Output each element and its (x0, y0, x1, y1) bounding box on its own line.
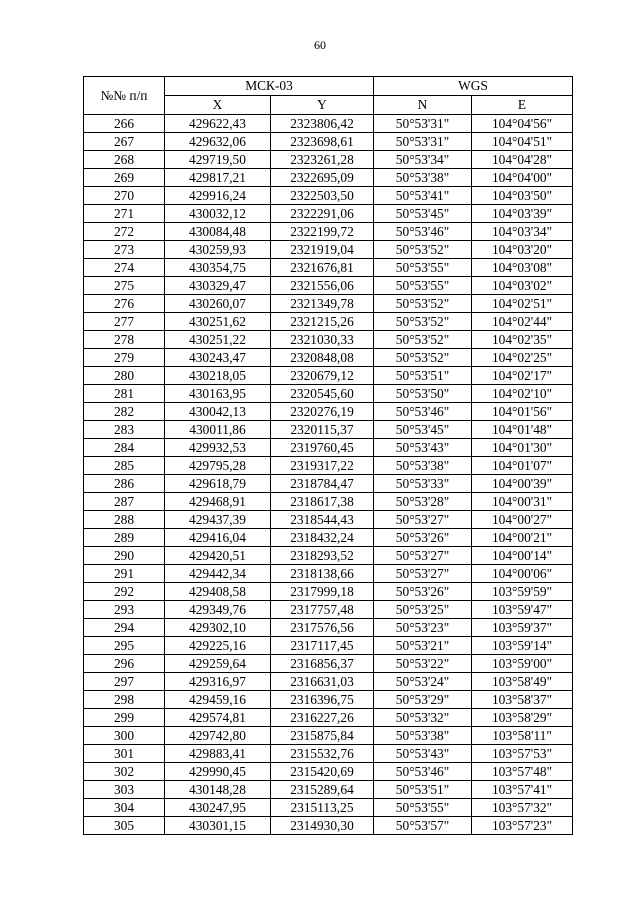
table-row (84, 421, 573, 439)
cell-y: 2320848,08 (271, 349, 374, 367)
cell-e: 104°03'20" (472, 241, 573, 259)
table-body (84, 115, 573, 835)
cell-x: 429302,10 (165, 619, 271, 637)
cell-n: 50°53'27" (374, 547, 472, 565)
header-x: X (165, 96, 271, 115)
table-row (84, 529, 573, 547)
cell-e: 103°57'32" (472, 799, 573, 817)
cell-y: 2315289,64 (271, 781, 374, 799)
coordinates-table (83, 76, 573, 835)
header-point-number: №№ п/п (84, 77, 165, 115)
cell-y: 2318544,43 (271, 511, 374, 529)
table-row (84, 241, 573, 259)
table-row (84, 673, 573, 691)
cell-x: 430247,95 (165, 799, 271, 817)
cell-n: 50°53'27" (374, 511, 472, 529)
cell-x: 429259,64 (165, 655, 271, 673)
table-row (84, 745, 573, 763)
cell-point-number: 278 (84, 331, 165, 349)
cell-point-number: 268 (84, 151, 165, 169)
cell-y: 2315420,69 (271, 763, 374, 781)
cell-x: 430084,48 (165, 223, 271, 241)
cell-x: 430354,75 (165, 259, 271, 277)
cell-e: 104°04'28" (472, 151, 573, 169)
table-row (84, 655, 573, 673)
cell-n: 50°53'38" (374, 727, 472, 745)
cell-n: 50°53'34" (374, 151, 472, 169)
cell-x: 429916,24 (165, 187, 271, 205)
cell-n: 50°53'51" (374, 781, 472, 799)
cell-n: 50°53'45" (374, 421, 472, 439)
table-row (84, 817, 573, 835)
cell-n: 50°53'38" (374, 169, 472, 187)
cell-x: 429618,79 (165, 475, 271, 493)
cell-point-number: 300 (84, 727, 165, 745)
cell-n: 50°53'55" (374, 277, 472, 295)
cell-y: 2315532,76 (271, 745, 374, 763)
cell-e: 104°02'25" (472, 349, 573, 367)
table-row (84, 313, 573, 331)
cell-x: 429719,50 (165, 151, 271, 169)
cell-y: 2322695,09 (271, 169, 374, 187)
table-row (84, 565, 573, 583)
cell-n: 50°53'46" (374, 763, 472, 781)
cell-y: 2322503,50 (271, 187, 374, 205)
cell-point-number: 299 (84, 709, 165, 727)
table-row (84, 115, 573, 133)
cell-n: 50°53'28" (374, 493, 472, 511)
cell-point-number: 303 (84, 781, 165, 799)
cell-e: 103°58'49" (472, 673, 573, 691)
cell-x: 429622,43 (165, 115, 271, 133)
cell-e: 104°02'17" (472, 367, 573, 385)
cell-e: 104°03'39" (472, 205, 573, 223)
cell-x: 429316,97 (165, 673, 271, 691)
cell-e: 104°03'02" (472, 277, 573, 295)
cell-n: 50°53'55" (374, 799, 472, 817)
cell-y: 2319317,22 (271, 457, 374, 475)
cell-point-number: 282 (84, 403, 165, 421)
cell-y: 2318784,47 (271, 475, 374, 493)
cell-y: 2317117,45 (271, 637, 374, 655)
cell-y: 2322291,06 (271, 205, 374, 223)
table-row (84, 583, 573, 601)
cell-point-number: 304 (84, 799, 165, 817)
cell-y: 2323698,61 (271, 133, 374, 151)
cell-e: 104°03'50" (472, 187, 573, 205)
cell-point-number: 280 (84, 367, 165, 385)
cell-e: 104°02'44" (472, 313, 573, 331)
cell-y: 2320276,19 (271, 403, 374, 421)
table-row (84, 367, 573, 385)
cell-point-number: 270 (84, 187, 165, 205)
cell-point-number: 285 (84, 457, 165, 475)
cell-y: 2318138,66 (271, 565, 374, 583)
cell-n: 50°53'31" (374, 115, 472, 133)
table-row (84, 385, 573, 403)
cell-e: 103°58'37" (472, 691, 573, 709)
table-row (84, 619, 573, 637)
table-row (84, 601, 573, 619)
cell-n: 50°53'26" (374, 529, 472, 547)
header-n: N (374, 96, 472, 115)
cell-x: 429632,06 (165, 133, 271, 151)
cell-e: 104°00'27" (472, 511, 573, 529)
cell-point-number: 279 (84, 349, 165, 367)
page-number: 60 (314, 38, 326, 52)
cell-point-number: 269 (84, 169, 165, 187)
cell-e: 103°59'59" (472, 583, 573, 601)
cell-y: 2316631,03 (271, 673, 374, 691)
cell-x: 430032,12 (165, 205, 271, 223)
table-row (84, 439, 573, 457)
cell-n: 50°53'43" (374, 745, 472, 763)
cell-e: 103°58'29" (472, 709, 573, 727)
cell-e: 103°59'47" (472, 601, 573, 619)
cell-x: 429990,45 (165, 763, 271, 781)
cell-point-number: 286 (84, 475, 165, 493)
cell-x: 430011,86 (165, 421, 271, 439)
cell-y: 2320115,37 (271, 421, 374, 439)
cell-e: 104°00'31" (472, 493, 573, 511)
cell-y: 2315875,84 (271, 727, 374, 745)
table-row (84, 709, 573, 727)
cell-y: 2317757,48 (271, 601, 374, 619)
cell-point-number: 293 (84, 601, 165, 619)
cell-x: 429883,41 (165, 745, 271, 763)
cell-y: 2322199,72 (271, 223, 374, 241)
cell-e: 104°04'56" (472, 115, 573, 133)
cell-y: 2320545,60 (271, 385, 374, 403)
table-row (84, 511, 573, 529)
table-row (84, 133, 573, 151)
cell-x: 429795,28 (165, 457, 271, 475)
header-e: E (472, 96, 573, 115)
cell-y: 2318432,24 (271, 529, 374, 547)
table-row (84, 799, 573, 817)
table-row (84, 781, 573, 799)
cell-n: 50°53'32" (374, 709, 472, 727)
table-row (84, 187, 573, 205)
cell-n: 50°53'23" (374, 619, 472, 637)
cell-y: 2314930,30 (271, 817, 374, 835)
cell-y: 2320679,12 (271, 367, 374, 385)
cell-y: 2321919,04 (271, 241, 374, 259)
cell-x: 430243,47 (165, 349, 271, 367)
cell-point-number: 266 (84, 115, 165, 133)
cell-point-number: 283 (84, 421, 165, 439)
table-row (84, 205, 573, 223)
cell-y: 2318293,52 (271, 547, 374, 565)
cell-x: 429468,91 (165, 493, 271, 511)
cell-y: 2316396,75 (271, 691, 374, 709)
cell-e: 104°02'35" (472, 331, 573, 349)
cell-n: 50°53'57" (374, 817, 472, 835)
cell-point-number: 273 (84, 241, 165, 259)
table-header (84, 77, 573, 115)
table-row (84, 223, 573, 241)
cell-y: 2316856,37 (271, 655, 374, 673)
cell-x: 429408,58 (165, 583, 271, 601)
table-row (84, 457, 573, 475)
table-row (84, 349, 573, 367)
cell-e: 103°57'23" (472, 817, 573, 835)
cell-y: 2318617,38 (271, 493, 374, 511)
cell-y: 2323806,42 (271, 115, 374, 133)
cell-e: 104°03'34" (472, 223, 573, 241)
cell-x: 429459,16 (165, 691, 271, 709)
cell-e: 103°58'11" (472, 727, 573, 745)
cell-e: 104°02'10" (472, 385, 573, 403)
cell-x: 429442,34 (165, 565, 271, 583)
cell-e: 104°00'21" (472, 529, 573, 547)
cell-x: 429420,51 (165, 547, 271, 565)
cell-n: 50°53'29" (374, 691, 472, 709)
cell-point-number: 301 (84, 745, 165, 763)
cell-n: 50°53'46" (374, 403, 472, 421)
cell-point-number: 275 (84, 277, 165, 295)
cell-y: 2317999,18 (271, 583, 374, 601)
cell-x: 430260,07 (165, 295, 271, 313)
cell-point-number: 271 (84, 205, 165, 223)
cell-x: 429225,16 (165, 637, 271, 655)
cell-n: 50°53'55" (374, 259, 472, 277)
cell-x: 429437,39 (165, 511, 271, 529)
cell-point-number: 276 (84, 295, 165, 313)
cell-y: 2319760,45 (271, 439, 374, 457)
cell-x: 429932,53 (165, 439, 271, 457)
cell-e: 104°03'08" (472, 259, 573, 277)
cell-x: 430329,47 (165, 277, 271, 295)
cell-y: 2321030,33 (271, 331, 374, 349)
table-row (84, 331, 573, 349)
cell-n: 50°53'31" (374, 133, 472, 151)
cell-n: 50°53'52" (374, 295, 472, 313)
cell-e: 104°00'39" (472, 475, 573, 493)
cell-n: 50°53'27" (374, 565, 472, 583)
cell-n: 50°53'21" (374, 637, 472, 655)
cell-point-number: 305 (84, 817, 165, 835)
cell-e: 104°04'51" (472, 133, 573, 151)
cell-point-number: 292 (84, 583, 165, 601)
cell-e: 104°01'30" (472, 439, 573, 457)
table-row (84, 691, 573, 709)
cell-point-number: 267 (84, 133, 165, 151)
cell-x: 429817,21 (165, 169, 271, 187)
cell-point-number: 289 (84, 529, 165, 547)
cell-x: 429349,76 (165, 601, 271, 619)
cell-n: 50°53'52" (374, 349, 472, 367)
cell-y: 2316227,26 (271, 709, 374, 727)
header-y: Y (271, 96, 374, 115)
cell-y: 2315113,25 (271, 799, 374, 817)
cell-n: 50°53'25" (374, 601, 472, 619)
cell-y: 2317576,56 (271, 619, 374, 637)
cell-x: 430259,93 (165, 241, 271, 259)
cell-y: 2321349,78 (271, 295, 374, 313)
table-row (84, 493, 573, 511)
cell-e: 104°00'14" (472, 547, 573, 565)
cell-n: 50°53'46" (374, 223, 472, 241)
cell-n: 50°53'24" (374, 673, 472, 691)
cell-y: 2321676,81 (271, 259, 374, 277)
table-row (84, 763, 573, 781)
cell-n: 50°53'33" (374, 475, 472, 493)
cell-e: 104°01'56" (472, 403, 573, 421)
cell-x: 429416,04 (165, 529, 271, 547)
cell-point-number: 288 (84, 511, 165, 529)
cell-y: 2321556,06 (271, 277, 374, 295)
cell-point-number: 281 (84, 385, 165, 403)
table-row (84, 277, 573, 295)
cell-x: 430251,22 (165, 331, 271, 349)
cell-e: 103°57'53" (472, 745, 573, 763)
cell-n: 50°53'26" (374, 583, 472, 601)
cell-n: 50°53'52" (374, 331, 472, 349)
cell-n: 50°53'22" (374, 655, 472, 673)
cell-point-number: 284 (84, 439, 165, 457)
cell-x: 430163,95 (165, 385, 271, 403)
cell-point-number: 290 (84, 547, 165, 565)
cell-n: 50°53'41" (374, 187, 472, 205)
cell-e: 103°59'00" (472, 655, 573, 673)
table-row (84, 169, 573, 187)
cell-e: 104°04'00" (472, 169, 573, 187)
cell-x: 430148,28 (165, 781, 271, 799)
cell-point-number: 291 (84, 565, 165, 583)
header-group-wgs: WGS (374, 77, 573, 96)
cell-point-number: 297 (84, 673, 165, 691)
table-row (84, 259, 573, 277)
cell-e: 103°57'41" (472, 781, 573, 799)
cell-e: 104°02'51" (472, 295, 573, 313)
table-row (84, 295, 573, 313)
table-row (84, 637, 573, 655)
cell-n: 50°53'52" (374, 241, 472, 259)
cell-e: 103°59'14" (472, 637, 573, 655)
cell-point-number: 302 (84, 763, 165, 781)
table-row (84, 727, 573, 745)
cell-y: 2323261,28 (271, 151, 374, 169)
table-row (84, 151, 573, 169)
cell-e: 104°01'07" (472, 457, 573, 475)
cell-e: 104°00'06" (472, 565, 573, 583)
cell-x: 430042,13 (165, 403, 271, 421)
table-row (84, 403, 573, 421)
cell-n: 50°53'52" (374, 313, 472, 331)
table-row (84, 547, 573, 565)
cell-n: 50°53'38" (374, 457, 472, 475)
cell-n: 50°53'45" (374, 205, 472, 223)
cell-x: 429742,80 (165, 727, 271, 745)
header-group-msk: МСК-03 (165, 77, 374, 96)
cell-x: 430301,15 (165, 817, 271, 835)
cell-x: 430218,05 (165, 367, 271, 385)
cell-n: 50°53'43" (374, 439, 472, 457)
cell-point-number: 272 (84, 223, 165, 241)
cell-point-number: 298 (84, 691, 165, 709)
cell-point-number: 295 (84, 637, 165, 655)
cell-n: 50°53'50" (374, 385, 472, 403)
cell-e: 103°57'48" (472, 763, 573, 781)
cell-point-number: 287 (84, 493, 165, 511)
cell-point-number: 296 (84, 655, 165, 673)
table-row (84, 475, 573, 493)
cell-x: 430251,62 (165, 313, 271, 331)
cell-y: 2321215,26 (271, 313, 374, 331)
cell-n: 50°53'51" (374, 367, 472, 385)
cell-point-number: 294 (84, 619, 165, 637)
cell-point-number: 274 (84, 259, 165, 277)
cell-point-number: 277 (84, 313, 165, 331)
cell-e: 104°01'48" (472, 421, 573, 439)
cell-x: 429574,81 (165, 709, 271, 727)
cell-e: 103°59'37" (472, 619, 573, 637)
